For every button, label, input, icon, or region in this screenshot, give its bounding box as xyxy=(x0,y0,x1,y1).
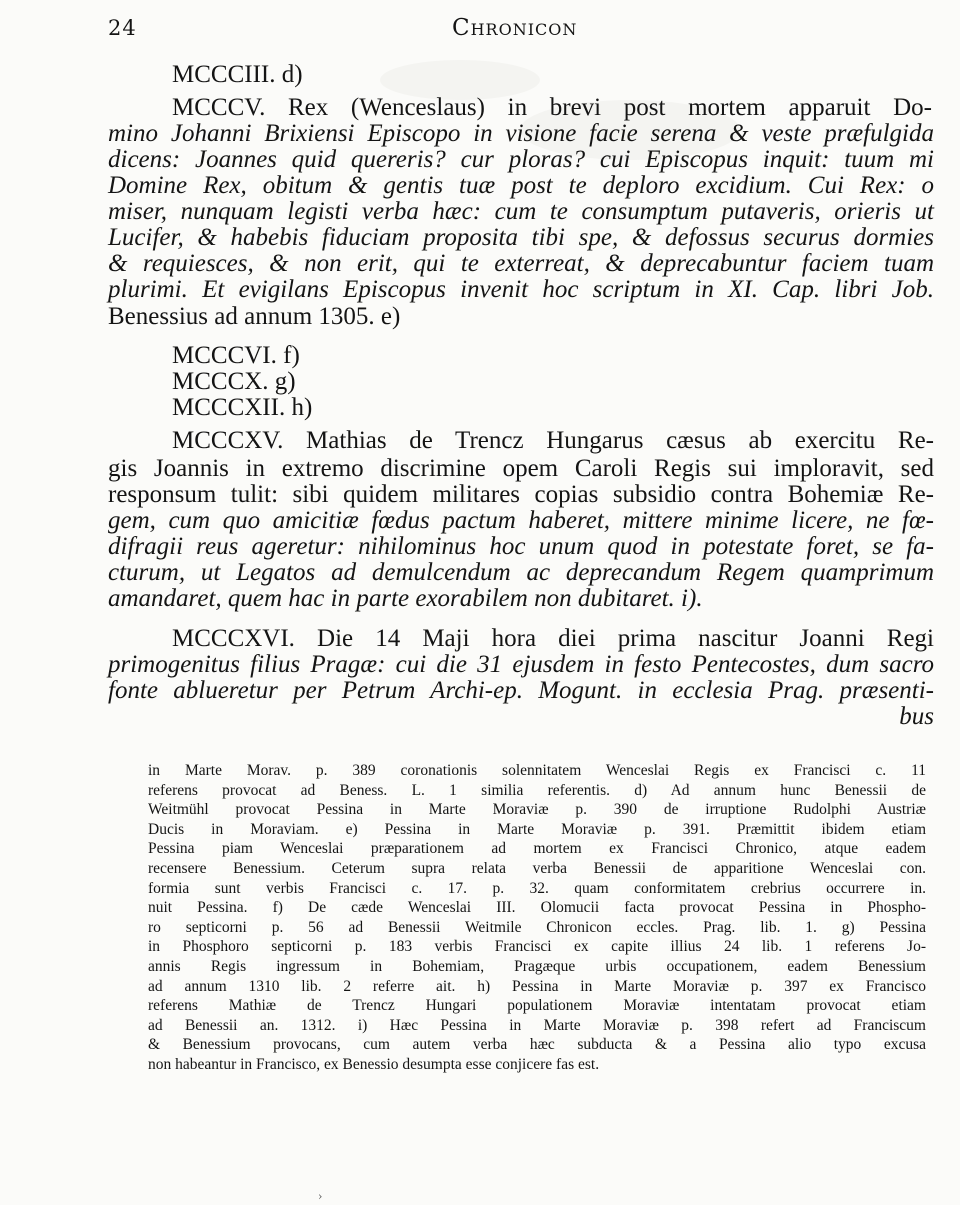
text-line: Lucifer, & habebis fiduciam proposita tibi spe, & defossus securus dormies xyxy=(108,224,934,251)
bottom-mark: › xyxy=(318,1190,323,1203)
text-line: mino Johanni Brixiensi Episcopo in visione facie serena & veste præfulgida xyxy=(108,120,934,147)
text-line: MCCCXII. h) xyxy=(172,394,313,421)
text-line: MCCCXVI. Die 14 Maji hora diei prima nascitur Joanni Regi xyxy=(172,625,934,652)
text-line: dicens: Joannes quid quereris? cur ploras? cui Episcopus inquit: tuum mi xyxy=(108,146,934,173)
text-line: Domine Rex, obitum & gentis tuæ post te deploro excidium. Cui Rex: o xyxy=(108,172,934,199)
footnote-line: ad annum 1310 lib. 2 referre ait. h) Pessina in Marte Moraviæ p. 397 ex Francisco xyxy=(148,977,926,995)
footnote-line: Pessina piam Wenceslai præparationem ad mortem ex Francisci Chronico, atque eadem xyxy=(148,840,926,858)
footnote-line: & Benessium provocans, cum autem verba hæc subducta & a Pessina alio typo excusa xyxy=(148,1036,926,1054)
running-title: Chronicon xyxy=(452,15,578,41)
text-line: cturum, ut Legatos ad demulcendum ac deprecandum Regem quamprimum xyxy=(108,559,934,586)
text-line: bus xyxy=(899,703,934,730)
text-line: responsum tulit: sibi quidem militares copias subsidio contra Bohemiæ Re- xyxy=(108,481,934,508)
text-line: difragii reus ageretur: nihilominus hoc unum quod in potestate foret, se fa- xyxy=(108,533,934,560)
footnote-line: in Phosphoro septicorni p. 183 verbis Francisci ex capite illius 24 lib. 1 referens Jo- xyxy=(148,938,926,956)
footnote-line: Ducis in Moraviam. e) Pessina in Marte Moraviæ p. 391. Præmittit ibidem etiam xyxy=(148,820,926,838)
footnote-line: annis Regis ingressum in Bohemiam, Pragæque urbis occupationem, eadem Benessium xyxy=(148,958,926,975)
footnote-line: ro septicorni p. 56 ad Benessii Weitmile Chronicon eccles. Prag. lib. 1. g) Pessina xyxy=(148,918,926,936)
text-line: gem, cum quo amicitiæ fœdus pactum haberet, mittere minime licere, ne fœ- xyxy=(108,507,934,534)
footnote-line: recensere Benessium. Ceterum supra relata verba Benessii de apparitione Wenceslai con. xyxy=(148,860,926,877)
text-line: miser, nunquam legisti verba hæc: cum te consumptum putaveris, orieris ut xyxy=(108,198,934,225)
text-line: fonte ablueretur per Petrum Archi-ep. Mogunt. in ecclesia Prag. præsenti- xyxy=(108,677,934,704)
text-line: & requiesces, & non erit, qui te exterreat, & deprecabuntur faciem tuam xyxy=(108,250,934,277)
footnote-line: ad Benessii an. 1312. i) Hæc Pessina in Marte Moraviæ p. 398 refert ad Franciscum xyxy=(148,1016,926,1034)
footnote-line: in Marte Morav. p. 389 coronationis solennitatem Wenceslai Regis ex Francisci c. 11 xyxy=(148,762,926,779)
text-line: gis Joannis in extremo discrimine opem Caroli Regis sui imploravit, sed xyxy=(108,455,934,482)
footnote-line: nuit Pessina. f) De cæde Wenceslai III. Olomucii facta provocat Pessina in Phospho- xyxy=(148,899,926,917)
text-line: MCCCVI. f) xyxy=(172,342,300,369)
footnote-line: non habeantur in Francisco, ex Benessio desumpta esse conjicere fas est. xyxy=(148,1056,600,1073)
footnote-line: formia sunt verbis Francisci c. 17. p. 32. quam conformitatem crebrius occurrere in. xyxy=(148,879,926,897)
text-line: MCCCXV. Mathias de Trencz Hungarus cæsus ab exercitu Re- xyxy=(172,427,934,454)
text-line: MCCCX. g) xyxy=(172,368,296,395)
footnote-line: Weitmühl provocat Pessina in Marte Moraviæ p. 390 de irruptione Rudolphi Austriæ xyxy=(148,801,926,819)
text-line: MCCCIII. d) xyxy=(172,61,303,88)
text-line: primogenitus filius Pragæ: cui die 31 ejusdem in festo Pentecostes, dum sacro xyxy=(108,651,934,678)
footnote-line: referens provocat ad Beness. L. 1 similia referentis. d) Ad annum hunc Benessii de xyxy=(148,781,926,799)
page-number: 24 xyxy=(108,16,137,40)
text-line: MCCCV. Rex (Wenceslaus) in brevi post mortem apparuit Do- xyxy=(172,94,932,121)
footnote-line: referens Mathiæ de Trencz Hungari populationem Moraviæ intentatam provocat etiam xyxy=(148,997,926,1015)
text-line: amandaret, quem hac in parte exorabilem non dubitaret. i). xyxy=(108,585,703,612)
text-line: plurimi. Et evigilans Episcopus invenit hoc scriptum in XI. Cap. libri Job. xyxy=(108,276,934,303)
text-line: Benessius ad annum 1305. e) xyxy=(108,303,401,330)
